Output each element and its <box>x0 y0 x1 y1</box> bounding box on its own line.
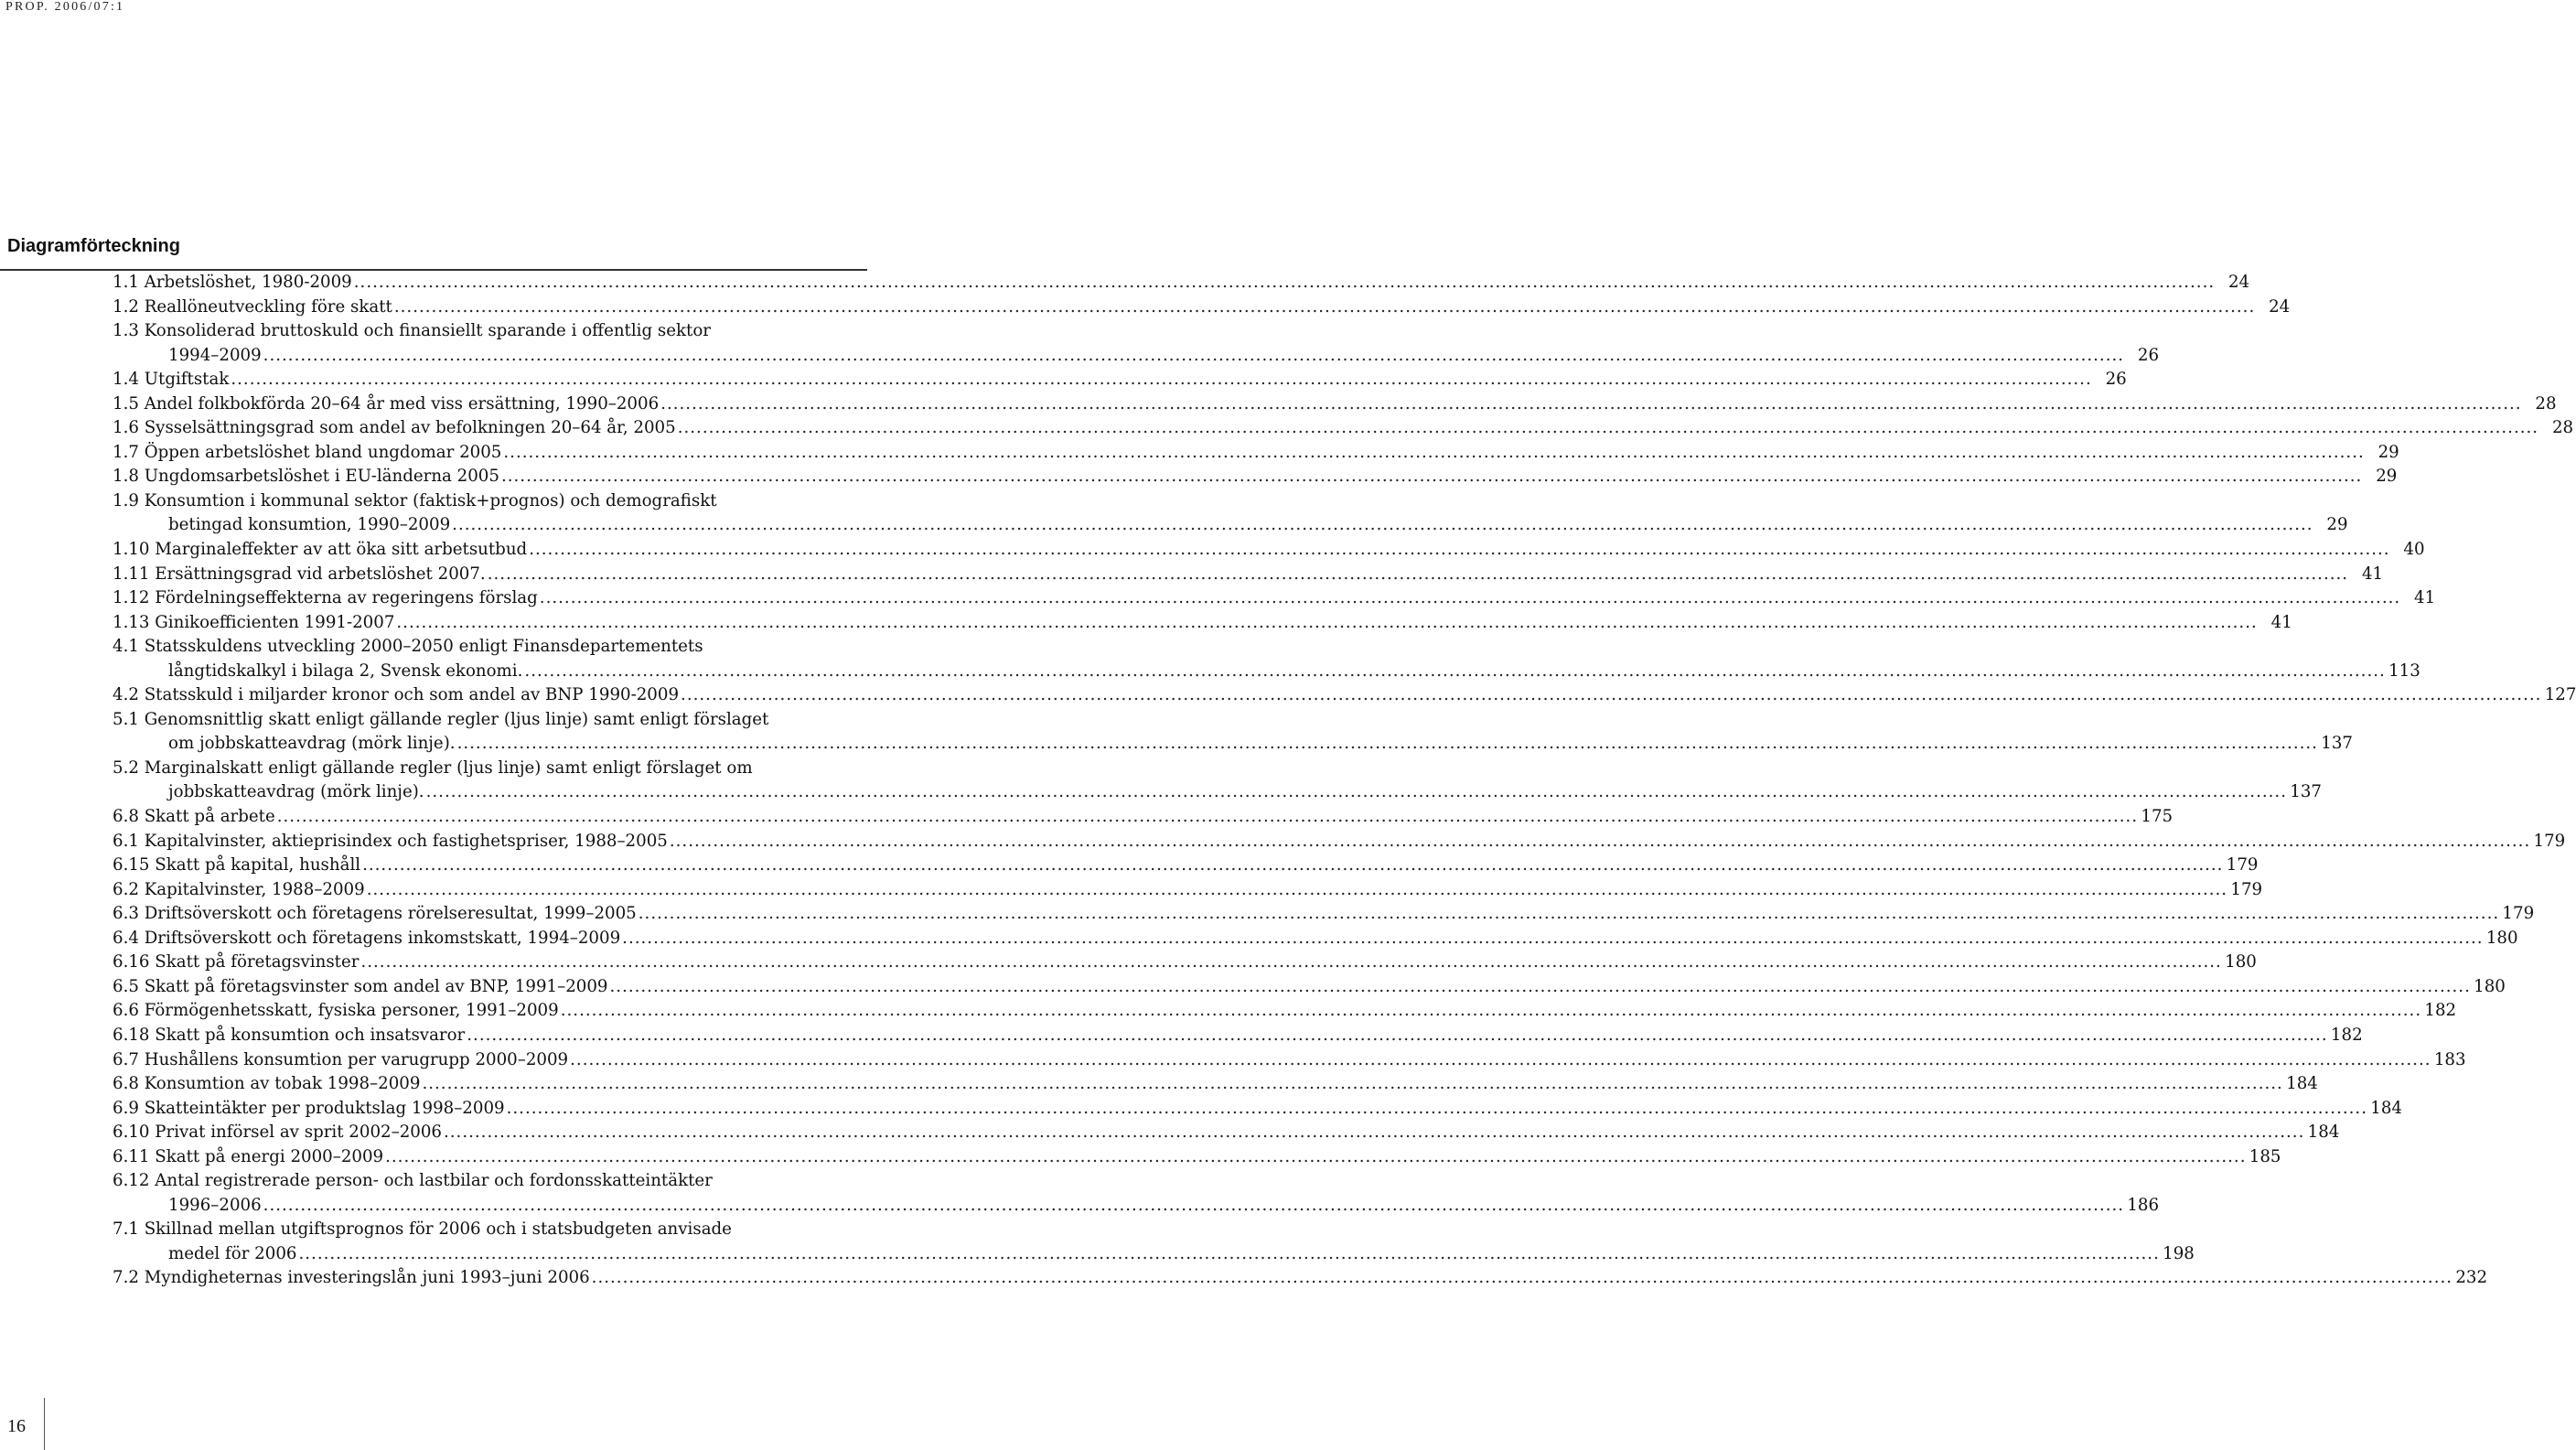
toc-entry-line <box>113 1145 2281 1170</box>
toc-entry-title: 6.16 Skatt på företagsvinster <box>113 952 360 972</box>
toc-entry-continuation <box>113 1194 2160 1219</box>
section-title: Diagramförteckning <box>7 236 180 256</box>
dot-leader: ............................................................................................................................................................................................................................................................................................................ <box>276 807 2139 827</box>
dot-leader: ............................................................................................................................................................................................................................................................................................................ <box>456 734 2318 754</box>
toc-entry-title: långtidskalkyl i bilaga 2, Svensk ekonomi. <box>168 661 523 681</box>
dot-leader: ............................................................................................................................................................................................................................................................................................................ <box>425 782 2287 802</box>
toc-entry-line <box>113 489 863 514</box>
toc-entry[interactable] <box>113 1121 2340 1145</box>
toc-page-number: 184 <box>2307 1122 2340 1143</box>
toc-entry[interactable] <box>113 757 2322 805</box>
dot-leader: ............................................................................................................................................................................................................................................................................................................ <box>681 685 2542 705</box>
toc-entry-title: 1.3 Konsoliderad bruttoskuld och finansiellt sparande i offentlig sektor <box>113 321 711 341</box>
toc-entry[interactable] <box>113 295 2291 320</box>
toc-entry-title: 4.1 Statsskuldens utveckling 2000–2050 enligt Finansdepartementets <box>113 637 703 657</box>
toc-entry-title: 7.2 Myndigheternas investeringslån juni 1993–juni 2006 <box>113 1268 590 1288</box>
toc-page-number: 41 <box>2361 564 2384 584</box>
toc-entry-line <box>113 1048 2466 1073</box>
dot-leader: ............................................................................................................................................................................................................................................................................................................ <box>506 1098 2367 1118</box>
toc-entry-line <box>113 465 2398 489</box>
dot-leader: ............................................................................................................................................................................................................................................................................................................ <box>487 564 2349 584</box>
toc-entry[interactable] <box>113 1048 2466 1073</box>
toc-page-number: 127 <box>2544 685 2576 705</box>
toc-entry-title: 7.1 Skillnad mellan utgiftsprognos för 2006 och i statsbudgeten anvisade <box>113 1219 732 1240</box>
toc-entry-line <box>113 1072 2318 1097</box>
toc-page-number: 179 <box>2230 879 2263 899</box>
toc-entry-line <box>113 999 2457 1024</box>
toc-page-number: 182 <box>2330 1025 2363 1045</box>
dot-leader: ............................................................................................................................................................................................................................................................................................................ <box>467 1025 2328 1045</box>
toc-entry[interactable] <box>113 683 2576 708</box>
toc-entry-line <box>113 683 2576 708</box>
toc-entry-title: 1.10 Marginaleffekter av att öka sitt arbetsutbud <box>113 540 528 560</box>
toc-entry-line <box>113 611 2292 636</box>
toc-entry-title: 6.7 Hushållens konsumtion per varugrupp 2000–2009 <box>113 1049 569 1069</box>
toc-entry-title: 6.10 Privat införsel av sprit 2002–2006 <box>113 1122 442 1143</box>
toc-page-number: 113 <box>2388 661 2420 681</box>
toc-entry[interactable] <box>113 271 2250 295</box>
toc-entry-line <box>113 902 2535 927</box>
toc-entry-title: om jobbskatteavdrag (mörk linje). <box>168 734 456 754</box>
running-head: PROP. 2006/07:1 <box>5 0 125 14</box>
toc-entry[interactable] <box>113 538 2425 563</box>
toc-entry-continuation <box>113 732 2353 757</box>
page-number: 16 <box>7 1416 26 1436</box>
toc-page-number: 29 <box>2326 515 2348 535</box>
toc-entry-line <box>113 1218 863 1242</box>
toc-entry[interactable] <box>113 1266 2488 1291</box>
toc-entry-title: 4.2 Statsskuld i miljarder kronor och som andel av BNP 1990-2009 <box>113 685 680 705</box>
toc-entry[interactable] <box>113 416 2574 441</box>
toc-entry-title: 1.12 Fördelningseffekterna av regeringens förslag <box>113 588 538 608</box>
toc-entry-line <box>113 1266 2488 1291</box>
toc-page-number: 26 <box>2137 345 2160 365</box>
toc-entry[interactable] <box>113 854 2259 878</box>
dot-leader: ............................................................................................................................................................................................................................................................................................................ <box>622 928 2484 948</box>
dot-leader: ............................................................................................................................................................................................................................................................................................................ <box>591 1268 2453 1288</box>
dot-leader: ............................................................................................................................................................................................................................................................................................................ <box>385 1146 2247 1166</box>
dot-leader: ............................................................................................................................................................................................................................................................................................................ <box>677 418 2539 438</box>
toc-entry-continuation <box>113 1242 2195 1267</box>
dot-leader: ............................................................................................................................................................................................................................................................................................................ <box>263 1195 2125 1215</box>
toc-entry-line <box>113 927 2518 951</box>
dot-leader: ............................................................................................................................................................................................................................................................................................................ <box>660 393 2522 414</box>
toc-entry-title: 1.6 Sysselsättningsgrad som andel av befolkningen 20–64 år, 2005 <box>113 418 676 438</box>
toc-page-number: 26 <box>2105 370 2127 390</box>
toc-entry-line <box>113 392 2557 417</box>
toc-entry-line <box>113 1097 2402 1122</box>
toc-entry-title: 1.4 Utgiftstak <box>113 370 230 390</box>
toc-entry-title: 1.9 Konsumtion i kommunal sektor (faktisk+prognos) och demografiskt <box>113 490 717 510</box>
dot-leader: ............................................................................................................................................................................................................................................................................................................ <box>503 442 2365 462</box>
toc-page-number: 41 <box>2414 588 2436 608</box>
toc-entry-continuation <box>113 780 2322 805</box>
toc-entry-title: 6.1 Kapitalvinster, aktieprisindex och fastighetspriser, 1988–2005 <box>113 831 668 851</box>
toc-entry[interactable] <box>113 805 2174 830</box>
toc-entry-line <box>113 878 2263 903</box>
toc-entry-title: 6.8 Skatt på arbete <box>113 807 275 827</box>
toc-entry[interactable] <box>113 975 2506 1000</box>
toc-page-number: 179 <box>2533 831 2566 851</box>
toc-entry-line <box>113 830 2566 854</box>
toc-entry-title: 6.11 Skatt på energi 2000–2009 <box>113 1146 384 1166</box>
toc-page-number: 137 <box>2290 782 2322 802</box>
figure-list <box>113 271 2576 1291</box>
toc-entry[interactable] <box>113 563 2384 587</box>
toc-entry-line <box>113 441 2399 466</box>
toc-entry[interactable] <box>113 392 2557 417</box>
toc-entry-title: 1.7 Öppen arbetslöshet bland ungdomar 2005 <box>113 442 502 462</box>
toc-entry-title: 6.9 Skatteintäkter per produktslag 1998–2009 <box>113 1098 505 1118</box>
dot-leader: ............................................................................................................................................................................................................................................................................................................ <box>443 1122 2305 1143</box>
toc-entry-title: 6.2 Kapitalvinster, 1988–2009 <box>113 879 365 899</box>
toc-page-number: 180 <box>2485 928 2518 948</box>
toc-page-number: 179 <box>2502 904 2535 924</box>
toc-page-number: 179 <box>2226 855 2259 875</box>
toc-entry-title: 5.2 Marginalskatt enligt gällande regler (ljus linje) samt enligt förslaget om <box>113 757 753 778</box>
toc-entry-line <box>113 1169 863 1194</box>
dot-leader: ............................................................................................................................................................................................................................................................................................................ <box>570 1049 2431 1069</box>
toc-entry[interactable] <box>113 708 2353 757</box>
dot-leader: ............................................................................................................................................................................................................................................................................................................ <box>353 273 2216 292</box>
toc-page-number: 198 <box>2163 1243 2195 1263</box>
toc-entry-line <box>113 635 863 660</box>
toc-entry-line <box>113 295 2291 320</box>
dot-leader: ............................................................................................................................................................................................................................................................................................................ <box>362 855 2224 875</box>
toc-entry-line <box>113 854 2259 878</box>
toc-entry-title: 6.5 Skatt på företagsvinster som andel av BNP, 1991–2009 <box>113 976 608 996</box>
toc-entry-line <box>113 368 2127 392</box>
toc-entry[interactable] <box>113 999 2457 1024</box>
toc-page-number: 183 <box>2433 1049 2466 1069</box>
toc-page-number: 182 <box>2424 1001 2457 1021</box>
toc-entry[interactable] <box>113 1072 2318 1097</box>
toc-page-number: 137 <box>2321 734 2353 754</box>
toc-entry[interactable] <box>113 441 2399 466</box>
toc-entry-title: 5.1 Genomsnittlig skatt enligt gällande regler (ljus linje) samt enligt förslaget <box>113 709 769 729</box>
toc-entry-title: 6.3 Driftsöverskott och företagens rörelseresultat, 1999–2005 <box>113 904 637 924</box>
toc-entry-title: jobbskatteavdrag (mörk linje). <box>168 782 424 802</box>
toc-entry[interactable] <box>113 1024 2363 1048</box>
toc-page-number: 41 <box>2270 612 2292 632</box>
dot-leader: ............................................................................................................................................................................................................................................................................................................ <box>393 296 2256 317</box>
toc-entry-continuation <box>113 513 2348 538</box>
dot-leader: ............................................................................................................................................................................................................................................................................................................ <box>529 540 2390 560</box>
toc-entry-line <box>113 708 863 733</box>
toc-page-number: 29 <box>2377 442 2399 462</box>
toc-entry-continuation <box>113 660 2420 684</box>
toc-entry[interactable] <box>113 1218 2195 1266</box>
dot-leader: ............................................................................................................................................................................................................................................................................................................ <box>396 612 2258 632</box>
toc-entry-line <box>113 271 2250 295</box>
toc-entry-line <box>113 757 863 781</box>
toc-entry-title: 1.2 Reallöneutveckling före skatt <box>113 296 392 317</box>
toc-entry-title: 6.15 Skatt på kapital, hushåll <box>113 855 361 875</box>
toc-entry-line <box>113 416 2574 441</box>
toc-entry-title: 1.5 Andel folkbokförda 20–64 år med viss ersättning, 1990–2006 <box>113 393 660 414</box>
toc-entry[interactable] <box>113 319 2160 368</box>
toc-entry-line <box>113 1121 2340 1145</box>
toc-entry[interactable] <box>113 878 2263 903</box>
toc-page-number: 175 <box>2141 807 2174 827</box>
toc-page-number: 186 <box>2127 1195 2160 1215</box>
toc-entry-title: 6.4 Driftsöverskott och företagens inkomstskatt, 1994–2009 <box>113 928 621 948</box>
toc-page-number: 180 <box>2225 952 2257 972</box>
toc-entry[interactable] <box>113 927 2518 951</box>
toc-entry[interactable] <box>113 489 2348 538</box>
toc-entry-line <box>113 586 2436 611</box>
toc-entry[interactable] <box>113 611 2292 636</box>
toc-entry[interactable] <box>113 586 2436 611</box>
dot-leader: ............................................................................................................................................................................................................................................................................................................ <box>231 370 2092 390</box>
toc-entry-title: 1.8 Ungdomsarbetslöshet i EU-länderna 2005 <box>113 467 499 487</box>
dot-leader: ............................................................................................................................................................................................................................................................................................................ <box>366 879 2228 899</box>
dot-leader: ............................................................................................................................................................................................................................................................................................................ <box>452 515 2313 535</box>
toc-entry[interactable] <box>113 951 2257 975</box>
toc-entry[interactable] <box>113 465 2398 489</box>
toc-page-number: 28 <box>2551 418 2574 438</box>
dot-leader: ............................................................................................................................................................................................................................................................................................................ <box>539 588 2401 608</box>
toc-entry-line <box>113 319 863 344</box>
toc-page-number: 185 <box>2249 1146 2281 1166</box>
toc-page-number: 180 <box>2474 976 2506 996</box>
toc-entry-title: 6.12 Antal registrerade person- och lastbilar och fordonsskatteintäkter <box>113 1171 713 1191</box>
toc-entry[interactable] <box>113 1097 2402 1122</box>
toc-entry-line <box>113 563 2384 587</box>
toc-page-number: 184 <box>2286 1074 2318 1094</box>
toc-page-number: 24 <box>2227 273 2250 292</box>
toc-entry-line <box>113 538 2425 563</box>
dot-leader: ............................................................................................................................................................................................................................................................................................................ <box>263 345 2125 365</box>
toc-entry-continuation <box>113 344 2160 369</box>
toc-entry-title: 1996–2006 <box>168 1195 262 1215</box>
toc-entry-title: 6.6 Förmögenhetsskatt, fysiska personer, 1991–2009 <box>113 1001 559 1021</box>
dot-leader: ............................................................................................................................................................................................................................................................................................................ <box>669 831 2531 851</box>
toc-entry-line <box>113 975 2506 1000</box>
toc-page-number: 184 <box>2370 1098 2402 1118</box>
dot-leader: ............................................................................................................................................................................................................................................................................................................ <box>500 467 2363 487</box>
toc-page-number: 232 <box>2455 1268 2488 1288</box>
dot-leader: ............................................................................................................................................................................................................................................................................................................ <box>609 976 2471 996</box>
toc-page-number: 28 <box>2535 393 2557 414</box>
toc-entry-title: 6.8 Konsumtion av tobak 1998–2009 <box>113 1074 421 1094</box>
margin-rule <box>44 1398 45 1450</box>
toc-entry-title: medel för 2006 <box>168 1243 297 1263</box>
toc-entry-line <box>113 805 2174 830</box>
toc-entry[interactable] <box>113 830 2566 854</box>
toc-entry[interactable] <box>113 1145 2281 1170</box>
toc-entry[interactable] <box>113 902 2535 927</box>
dot-leader: ............................................................................................................................................................................................................................................................................................................ <box>298 1243 2160 1263</box>
toc-entry-title: 1.13 Ginikoefficienten 1991-2007 <box>113 612 395 632</box>
toc-page-number: 40 <box>2403 540 2425 560</box>
toc-page-number: 29 <box>2376 467 2398 487</box>
toc-entry-line <box>113 1024 2363 1048</box>
toc-entry-title: 6.18 Skatt på konsumtion och insatsvaror <box>113 1025 466 1045</box>
dot-leader: ............................................................................................................................................................................................................................................................................................................ <box>422 1074 2283 1094</box>
dot-leader: ............................................................................................................................................................................................................................................................................................................ <box>560 1001 2422 1021</box>
dot-leader: ............................................................................................................................................................................................................................................................................................................ <box>360 952 2222 972</box>
toc-entry-title: 1994–2009 <box>168 345 262 365</box>
toc-entry-title: betingad konsumtion, 1990–2009 <box>168 515 451 535</box>
toc-entry-title: 1.1 Arbetslöshet, 1980-2009 <box>113 273 352 292</box>
toc-entry[interactable] <box>113 635 2420 683</box>
toc-entry-line <box>113 951 2257 975</box>
toc-entry[interactable] <box>113 368 2127 392</box>
dot-leader: ............................................................................................................................................................................................................................................................................................................ <box>638 904 2500 924</box>
toc-entry[interactable] <box>113 1169 2160 1218</box>
dot-leader: ............................................................................................................................................................................................................................................................................................................ <box>524 661 2386 681</box>
toc-page-number: 24 <box>2269 296 2291 317</box>
toc-entry-title: 1.11 Ersättningsgrad vid arbetslöshet 2007. <box>113 564 486 584</box>
